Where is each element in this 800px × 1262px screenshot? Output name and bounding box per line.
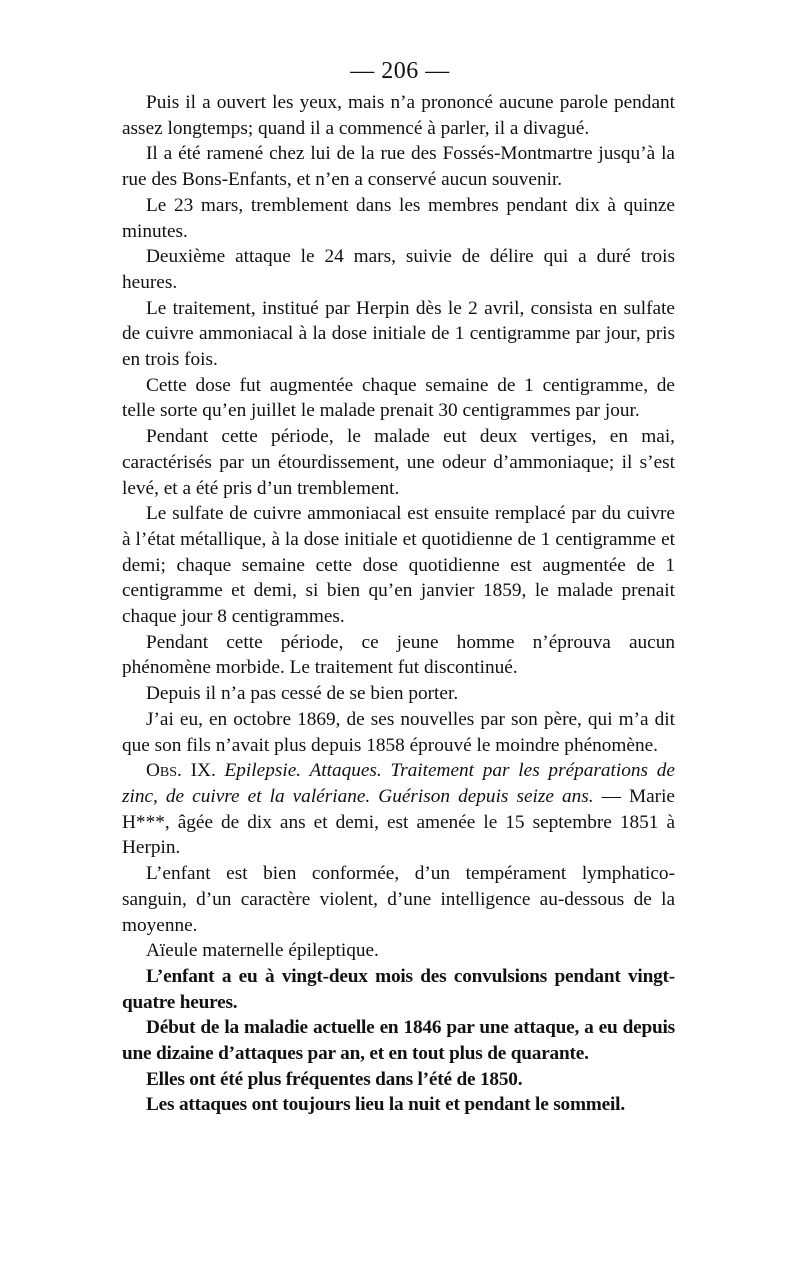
paragraph: Le sulfate de cuivre ammoniacal est ensuite remplacé par du cuivre à l’état métallique, à la dose initiale et quotidienne de 1 centigramme et demi; chaque semaine cette dose quotidienne est augmentée de 1 centigramme et demi, si bien qu’en janvier 1859, le malade prenait chaque jour 8 centigrammes.: [122, 503, 675, 628]
paragraph: Deuxième attaque le 24 mars, suivie de délire qui a duré trois heures.: [122, 246, 675, 293]
paragraph: Depuis il n’a pas cessé de se bien porter.: [146, 683, 459, 705]
observation-heading: [122, 758, 675, 861]
observation-label: Obs. IX.: [146, 760, 216, 782]
paragraph: Les attaques ont toujours lieu la nuit et pendant le sommeil.: [146, 1094, 625, 1116]
paragraph: J’ai eu, en octobre 1869, de ses nouvelles par son père, qui m’a dit que son fils n’avait plus depuis 1858 éprouvé le moindre phénomène.: [122, 708, 675, 756]
paragraph: Puis il a ouvert les yeux, mais n’a prononcé aucune parole pendant assez longtemps; quand il a commencé à parler, il a divagué.: [122, 92, 675, 139]
paragraph: Elles ont été plus fréquentes dans l’été de 1850.: [146, 1068, 523, 1090]
paragraph: Pendant cette période, le malade eut deux vertiges, en mai, caractérisés par un étourdissement, une odeur d’ammoniaque; il s’est levé, et a été pris d’un tremblement.: [122, 426, 675, 499]
paragraph: Il a été ramené chez lui de la rue des Fossés-Montmartre jusqu’à la rue des Bons-Enfants, et n’en a conservé aucun souvenir.: [122, 143, 675, 191]
page-number: — 206 —: [350, 58, 450, 84]
paragraph: Pendant cette période, ce jeune homme n’éprouva aucun phénomène morbide. Le traitement fut discontinué.: [122, 631, 675, 679]
paragraph: L’enfant est bien conformée, d’un tempérament lymphatico-sanguin, d’un caractère violent, d’une intelligence au-dessous de la moyenne.: [122, 863, 675, 936]
observation-title: Epilepsie. Attaques. Traitement par les préparations de zinc, de cuivre et la valériane. Guérison depuis seize ans.: [122, 760, 675, 807]
page-body: [122, 90, 675, 1118]
paragraph: Aïeule maternelle épileptique.: [146, 940, 379, 962]
paragraph: Début de la maladie actuelle en 1846 par une attaque, a eu depuis une dizaine d’attaques par an, et en tout plus de quarante.: [122, 1017, 675, 1065]
paragraph: Le traitement, institué par Herpin dès le 2 avril, consista en sulfate de cuivre ammoniacal à la dose initiale de 1 centigramme par jour, pris en trois fois.: [122, 297, 675, 371]
paragraph: Le 23 mars, tremblement dans les membres pendant dix à quinze minutes.: [122, 194, 675, 242]
observation-text: — Marie H***, âgée de dix ans et demi, est amenée le 15 septembre 1851 à Herpin.: [122, 785, 675, 859]
paragraph: Cette dose fut augmentée chaque semaine de 1 centigramme, de telle sorte qu’en juillet le malade prenait 30 centigrammes par jour.: [122, 374, 675, 422]
paragraph: L’enfant a eu à vingt-deux mois des convulsions pendant vingt-quatre heures.: [122, 965, 675, 1013]
